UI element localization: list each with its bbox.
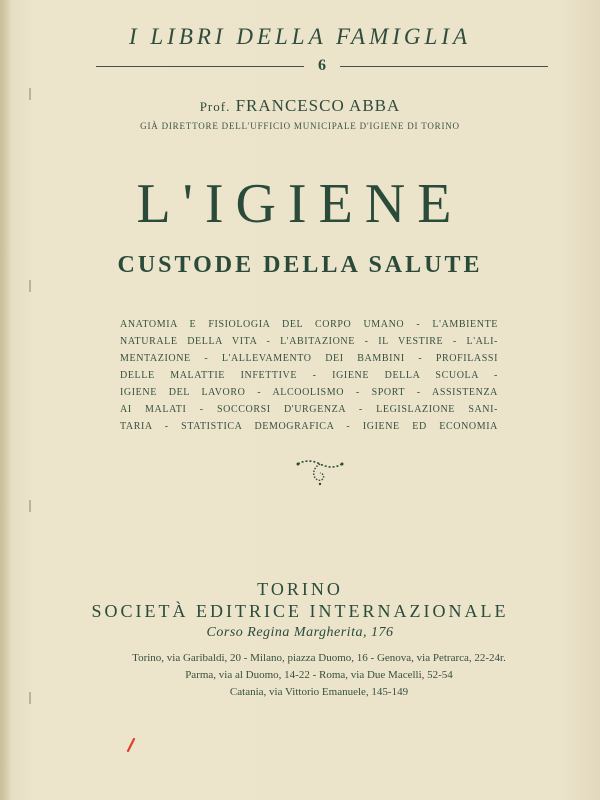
branch-line: Torino, via Garibaldi, 20 - Milano, piazza Duomo, 16 - Genova, via Petrarca, 22-24r.: [132, 652, 506, 664]
series-title: I LIBRI DELLA FAMIGLIA: [128, 24, 472, 49]
author-name: FRANCESCO ABBA: [235, 96, 401, 115]
page-binding-shadow: [0, 0, 12, 800]
book-subtitle: CUSTODE DELLA SALUTE: [117, 252, 483, 278]
contents-line: DELLE MALATTIE INFETTIVE - IGIENE DELLA SCUOLA -: [120, 370, 498, 381]
contents-summary: [120, 316, 498, 435]
volume-number-row: [96, 56, 548, 76]
publisher-city: TORINO: [257, 579, 343, 599]
binding-stitch-marks: [26, 0, 34, 800]
contents-line: NATURALE DELLA VITA - L'ABITAZIONE - IL VESTIRE - L'ALI-: [120, 336, 498, 347]
contents-line: AI MALATI - SOCCORSI D'URGENZA - LEGISLAZIONE SANI-: [120, 404, 498, 415]
branch-offices: [84, 650, 554, 701]
author-line: [0, 96, 600, 116]
publisher-address: Corso Regina Margherita, 176: [206, 625, 394, 640]
publisher-name: SOCIETÀ EDITRICE INTERNAZIONALE: [91, 601, 509, 621]
contents-line: IGIENE DEL LAVORO - ALCOOLISMO - SPORT - ASSISTENZA: [120, 387, 498, 398]
branch-line: Catania, via Vittorio Emanuele, 145-149: [229, 686, 409, 698]
contents-line: MENTAZIONE - L'ALLEVAMENTO DEI BAMBINI - PROFILASSI: [120, 353, 498, 364]
author-prefix: Prof.: [199, 99, 231, 114]
book-title: L'IGIENE: [136, 173, 464, 235]
volume-number: 6: [318, 57, 326, 74]
contents-line: TARIA - STATISTICA DEMOGRAFICA - IGIENE ED ECONOMIA: [120, 421, 498, 432]
contents-line: ANATOMIA E FISIOLOGIA DEL CORPO UMANO - L'AMBIENTE: [120, 319, 498, 330]
branch-line: Parma, via al Duomo, 14-22 - Roma, via Due Macelli, 52-54: [185, 669, 453, 681]
left-rule: [96, 66, 304, 67]
author-position: GIÀ DIRETTORE DELL'UFFICIO MUNICIPALE D'IGIENE DI TORINO: [140, 121, 460, 131]
printer-ornament-icon: [294, 456, 346, 488]
ink-mark-icon: [126, 738, 136, 752]
right-rule: [340, 66, 548, 67]
